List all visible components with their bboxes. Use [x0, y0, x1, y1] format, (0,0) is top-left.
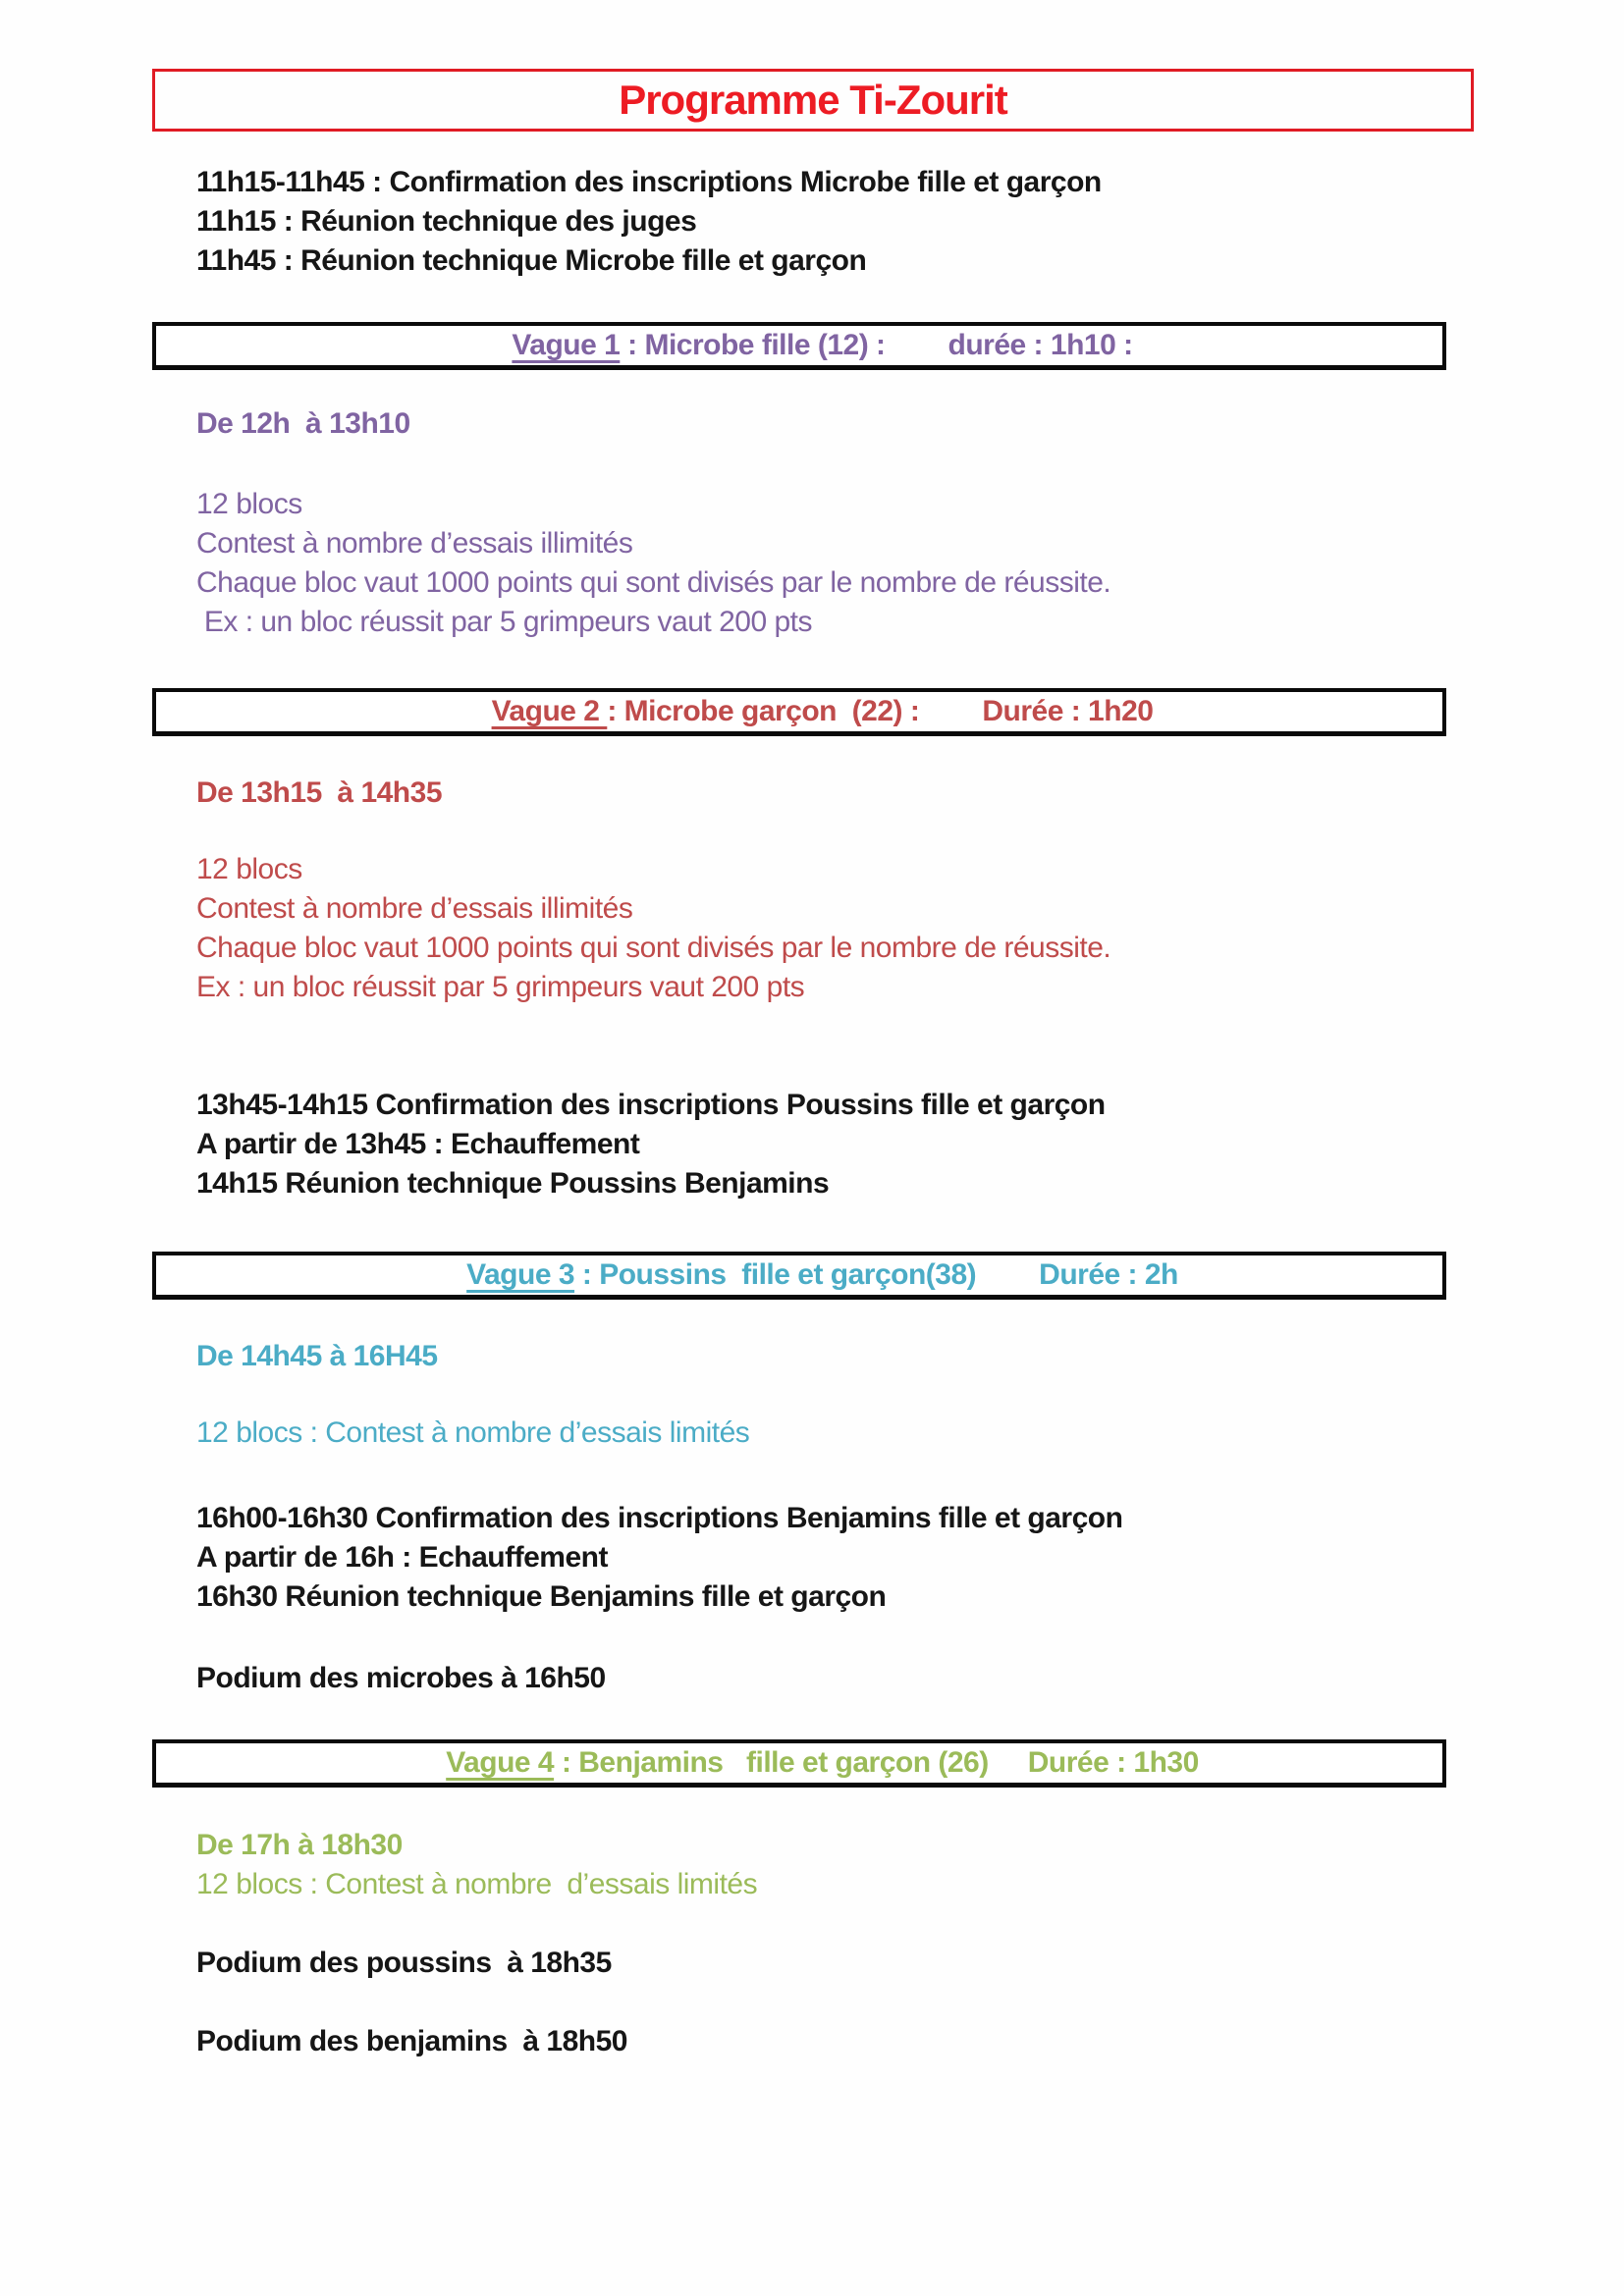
wave4-header — [400, 1713, 1199, 1813]
page-title: Programme Ti-Zourit — [619, 77, 1007, 123]
wave2-time-range-row — [196, 774, 1473, 813]
wave2-detail: 12 blocs — [196, 853, 302, 885]
wave4-name: Vague 4 — [446, 1746, 555, 1779]
intro-block — [196, 163, 1473, 281]
wave1-header — [465, 295, 1132, 396]
poussins-announcement-block — [196, 1086, 1473, 1203]
podium-benjamins: Podium des benjamins à 18h50 — [196, 2025, 627, 2057]
wave1-header-box — [152, 322, 1446, 370]
wave3-detail: 12 blocs : Contest à nombre d’essais limités — [196, 1416, 750, 1449]
podium-poussins-row — [196, 1944, 1473, 1983]
wave2-detail: Ex : un bloc réussit par 5 grimpeurs vaut 200 pts — [196, 971, 805, 1003]
wave1-name: Vague 1 — [512, 329, 621, 361]
announcement-line: 16h30 Réunion technique Benjamins fille et garçon — [196, 1580, 887, 1613]
wave2-name: Vague 2 — [491, 695, 608, 727]
wave1-subject: : Microbe fille (12) : — [620, 329, 886, 361]
wave1-time-range: De 12h à 13h10 — [196, 407, 410, 440]
announcement-line: 14h15 Réunion technique Poussins Benjamins — [196, 1167, 830, 1200]
wave2-header-box — [152, 688, 1446, 736]
announcement-line: 16h00-16h30 Confirmation des inscriptions Benjamins fille et garçon — [196, 1502, 1123, 1534]
announcement-line: A partir de 13h45 : Echauffement — [196, 1128, 640, 1160]
intro-line: 11h15 : Réunion technique des juges — [196, 205, 697, 238]
wave2-details — [196, 850, 1473, 1007]
wave1-detail: 12 blocs — [196, 488, 302, 520]
announcement-line: 13h45-14h15 Confirmation des inscriptions Poussins fille et garçon — [196, 1089, 1106, 1121]
wave2-time-range: De 13h15 à 14h35 — [196, 776, 443, 809]
wave3-header-box — [152, 1252, 1446, 1300]
wave1-detail: Ex : un bloc réussit par 5 grimpeurs vaut 200 pts — [196, 606, 812, 638]
wave3-subject: : Poussins fille et garçon(38) — [574, 1258, 977, 1291]
wave4-duration: Durée : 1h30 — [1027, 1746, 1199, 1779]
wave3-header — [420, 1225, 1178, 1325]
wave1-detail: Contest à nombre d’essais illimités — [196, 527, 633, 560]
announcement-line: A partir de 16h : Echauffement — [196, 1541, 608, 1574]
wave3-time-range: De 14h45 à 16H45 — [196, 1340, 438, 1372]
wave4-subject: : Benjamins fille et garçon (26) — [554, 1746, 989, 1779]
wave4-detail: 12 blocs : Contest à nombre d’essais limités — [196, 1868, 758, 1900]
wave3-time-range-row — [196, 1337, 1473, 1376]
wave1-detail: Chaque bloc vaut 1000 points qui sont divisés par le nombre de réussite. — [196, 566, 1111, 599]
wave2-duration: Durée : 1h20 — [982, 695, 1154, 727]
wave1-details — [196, 485, 1473, 642]
wave2-detail: Chaque bloc vaut 1000 points qui sont divisés par le nombre de réussite. — [196, 932, 1111, 964]
wave4-header-box — [152, 1739, 1446, 1788]
podium-microbes-row — [196, 1659, 1473, 1698]
intro-line: 11h45 : Réunion technique Microbe fille et garçon — [196, 244, 867, 277]
wave1-time-range-row — [196, 404, 1473, 444]
wave2-subject: : Microbe garçon (22) : — [607, 695, 920, 727]
wave4-time-range: De 17h à 18h30 — [196, 1829, 403, 1861]
wave4-time-range-row — [196, 1826, 1473, 1904]
wave2-detail: Contest à nombre d’essais illimités — [196, 892, 633, 925]
wave3-name: Vague 3 — [466, 1258, 575, 1291]
title-box — [152, 69, 1474, 132]
wave3-details — [196, 1414, 1473, 1453]
benjamins-announcement-block — [196, 1499, 1473, 1617]
wave3-duration: Durée : 2h — [1039, 1258, 1178, 1291]
podium-benjamins-row — [196, 2022, 1473, 2061]
wave1-duration: durée : 1h10 : — [947, 329, 1133, 361]
wave2-header — [446, 662, 1154, 762]
intro-line: 11h15-11h45 : Confirmation des inscriptions Microbe fille et garçon — [196, 166, 1102, 198]
podium-microbes: Podium des microbes à 16h50 — [196, 1662, 606, 1694]
podium-poussins: Podium des poussins à 18h35 — [196, 1947, 612, 1979]
